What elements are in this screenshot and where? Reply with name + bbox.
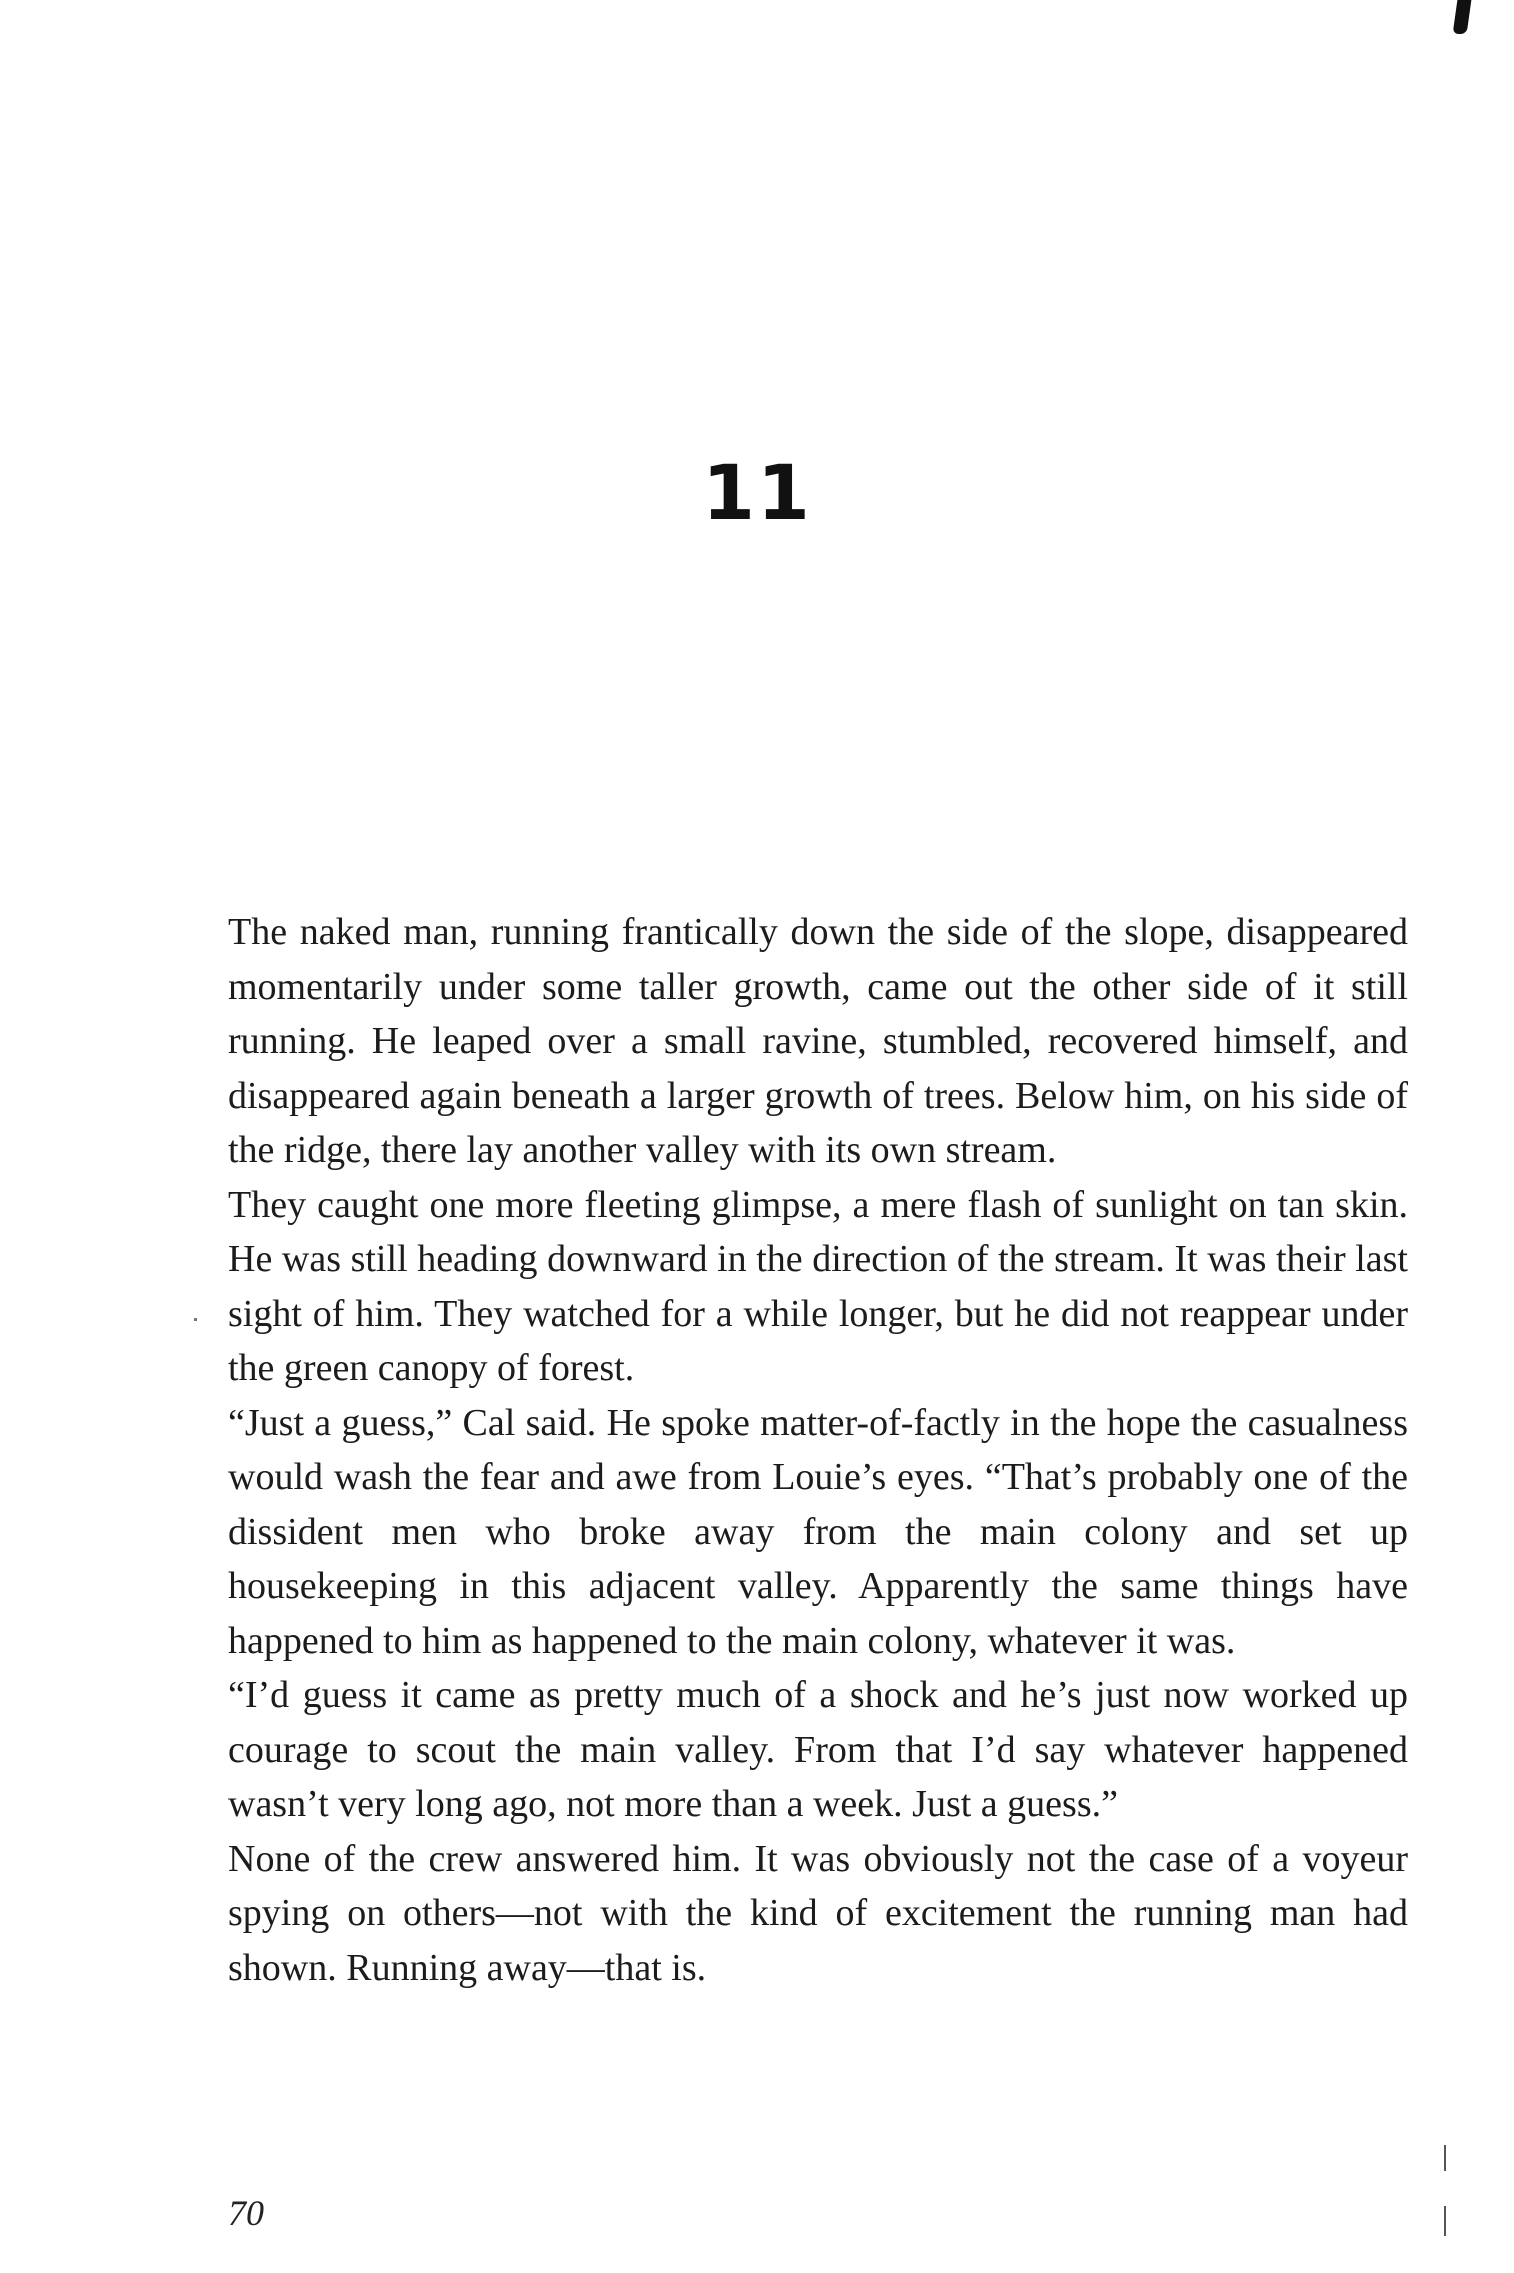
paragraph-5: None of the crew answered him. It was obviously not the case of a voyeur spying on others—not with the kind of excitement the running man had shown. Running away—that is. [228, 1837, 1408, 1989]
margin-tick-mark [1444, 2145, 1446, 2171]
paragraph-4: “I’d guess it came as pretty much of a shock and he’s just now worked up courage to scout the main valley. From that I’d say whatever happened wasn’t very long ago, not more than a week. Just a guess.” [228, 1674, 1408, 1825]
chapter-body [228, 905, 1408, 1995]
paragraph-3: “Just a guess,” Cal said. He spoke matter-of-factly in the hope the casualness would wash the fear and awe from Louie’s eyes. “That’s probably one of the dissident men who broke away from the main colony and set up housekeeping in this adjacent valley. Apparently the same things have happened to him as happened to the main colony, whatever it was. [228, 1401, 1408, 1662]
chapter-number: 11 [702, 448, 812, 537]
paragraph-1: The naked man, running frantically down the side of the slope, disappeared momentarily under some taller growth, came out the other side of it still running. He leaped over a small ravine, stumbled, recovered himself, and disappeared again beneath a larger growth of trees. Below him, on his side of the ridge, there lay another valley with its own stream. [228, 911, 1408, 1171]
page-number: 70 [228, 2193, 264, 2233]
margin-speck [194, 1318, 197, 1321]
margin-tick-mark [1444, 2206, 1446, 2236]
corner-ink-mark [1453, 0, 1472, 34]
paragraph-2: They caught one more fleeting glimpse, a mere flash of sunlight on tan skin. He was still heading downward in the direction of the stream. It was their last sight of him. They watched for a while longer, but he did not reappear under the green canopy of forest. [228, 1183, 1408, 1389]
